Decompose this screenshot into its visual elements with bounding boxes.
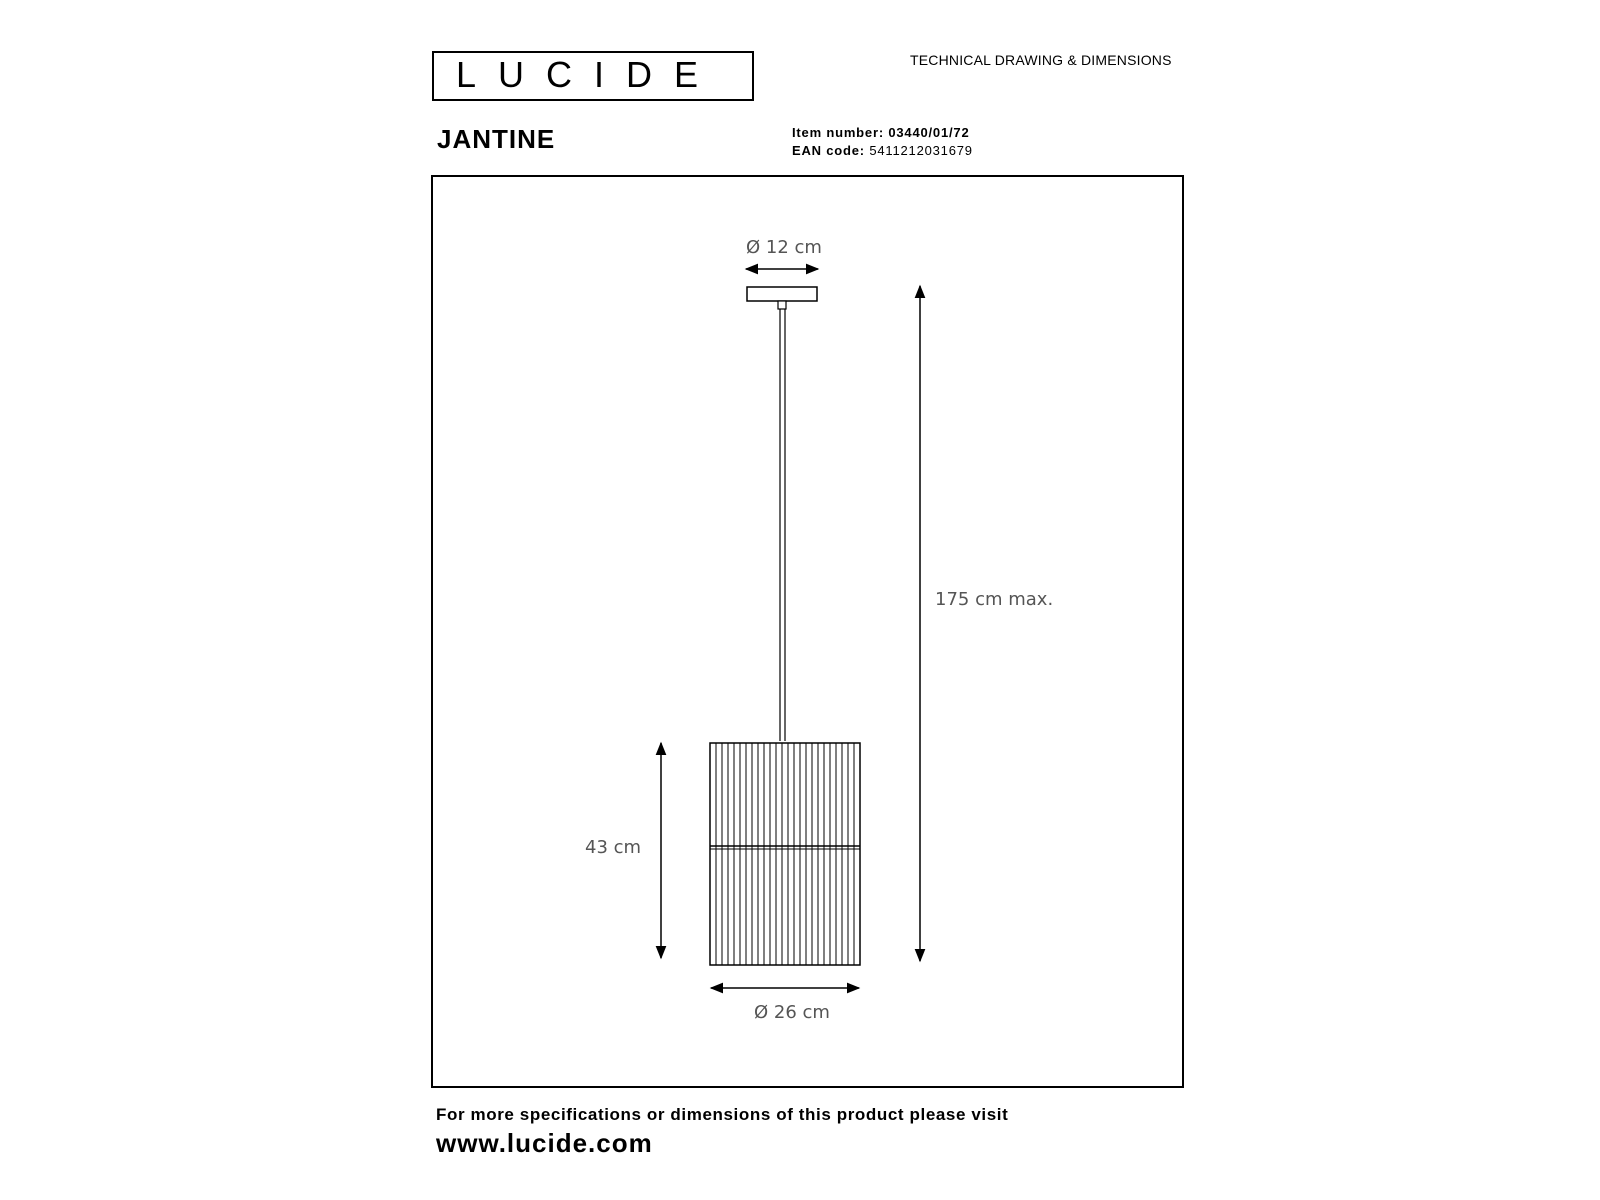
dim-total-height-label: 175 cm max. bbox=[935, 589, 1054, 610]
footer-note: For more specifications or dimensions of this product please visit bbox=[436, 1105, 1009, 1124]
canopy-connector bbox=[778, 301, 786, 309]
document-type: TECHNICAL DRAWING & DIMENSIONS bbox=[910, 52, 1172, 68]
logo-text: LUCIDE bbox=[456, 54, 721, 95]
item-number-value: 03440/01/72 bbox=[888, 125, 970, 140]
dim-canopy-label: Ø 12 cm bbox=[746, 237, 822, 258]
item-number-label: Item number: bbox=[792, 125, 884, 140]
dim-shade-diameter-label: Ø 26 cm bbox=[754, 1002, 830, 1023]
product-name: JANTINE bbox=[437, 124, 556, 154]
canopy bbox=[747, 287, 817, 301]
lamp-shade bbox=[710, 743, 860, 965]
shade-outline bbox=[710, 743, 860, 965]
ean-label: EAN code: bbox=[792, 143, 865, 158]
ean-value: 5411212031679 bbox=[869, 143, 973, 158]
dim-shade-height-label: 43 cm bbox=[585, 837, 642, 858]
website-link[interactable]: www.lucide.com bbox=[436, 1128, 653, 1158]
